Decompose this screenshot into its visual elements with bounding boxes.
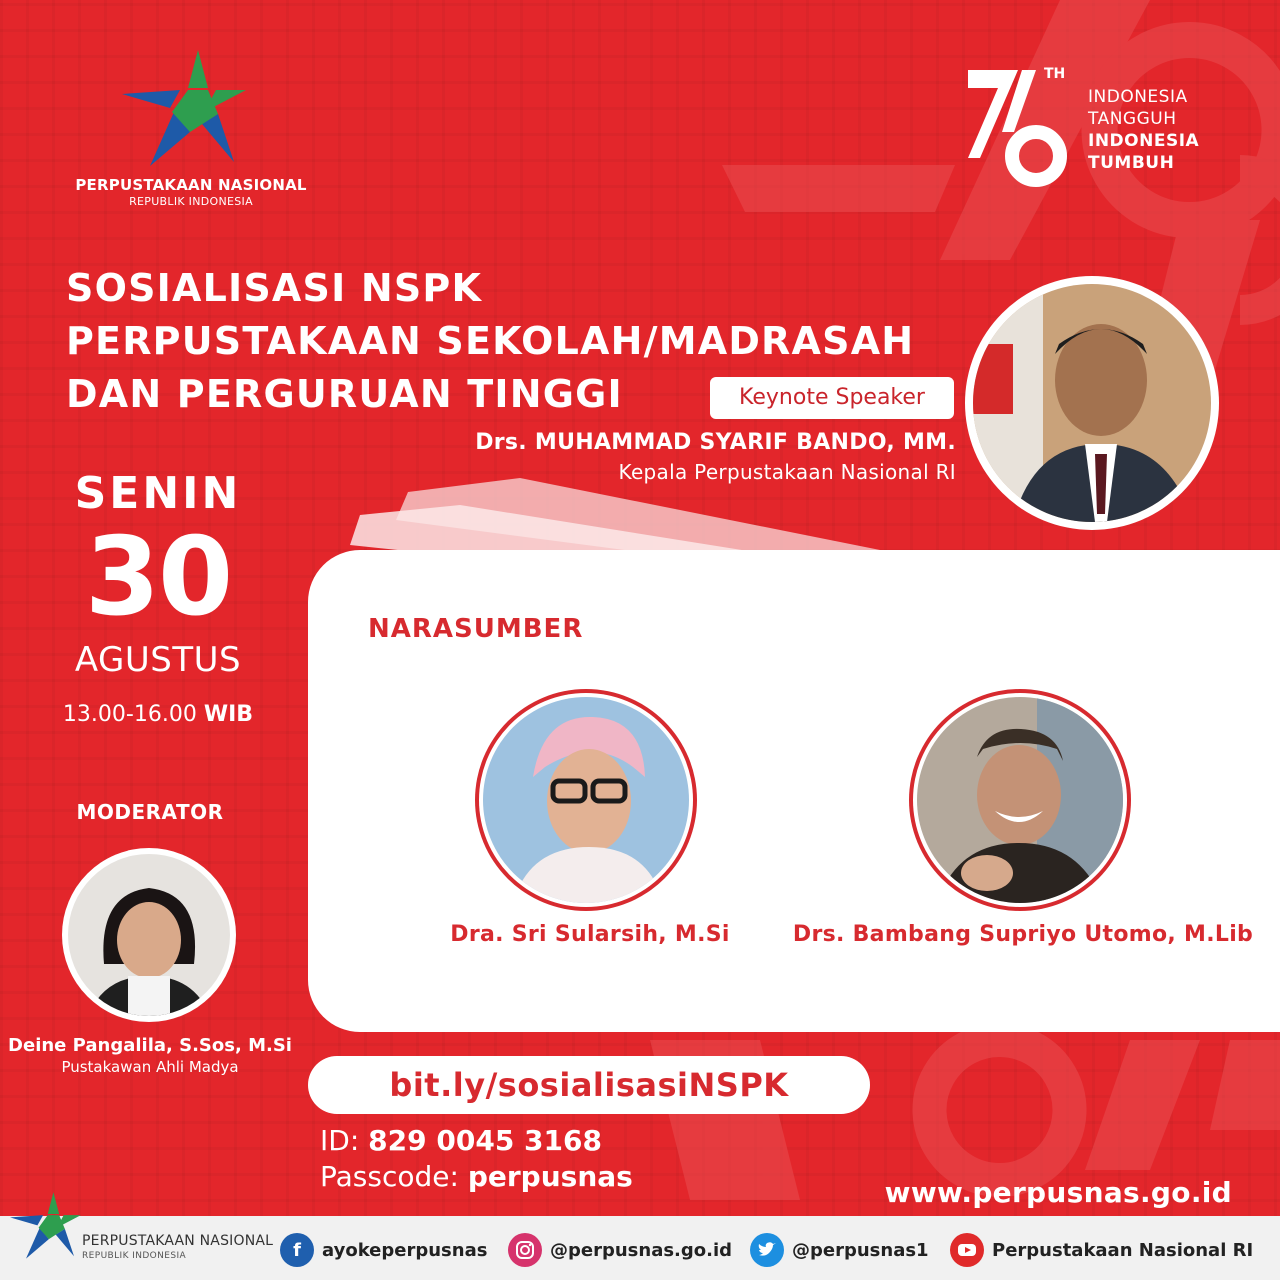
event-time-range: 13.00-16.00 [62,702,197,727]
event-month: AGUSTUS [74,640,242,680]
social-instagram[interactable] [508,1232,732,1268]
twitter-icon [750,1233,784,1267]
speaker-1-photo [475,689,697,911]
moderator-name: Deine Pangalila, S.Sos, M.Si [8,1035,292,1056]
event-title-line-1: SOSIALISASI NSPK [66,266,483,310]
meeting-passcode [320,1160,633,1193]
instagram-icon [508,1233,542,1267]
registration-link[interactable]: bit.ly/sosialisasiNSPK [308,1056,870,1114]
facebook-handle: ayokeperpusnas [322,1239,488,1261]
passcode-value: perpusnas [467,1160,633,1193]
website-link[interactable]: www.perpusnas.go.id [884,1176,1232,1209]
logo-org-name: PERPUSTAKAAN NASIONAL [75,176,307,194]
keynote-photo [965,276,1219,530]
event-title-line-2: PERPUSTAKAAN SEKOLAH/MADRASAH [66,319,915,363]
footer-star-logo-icon [10,1186,90,1266]
moderator-label: MODERATOR [76,800,224,824]
anniversary-tagline-4: TUMBUH [1088,153,1175,173]
social-youtube[interactable] [950,1232,1253,1268]
meeting-id [320,1124,602,1157]
twitter-handle: @perpusnas1 [792,1239,929,1261]
moderator-role: Pustakawan Ahli Madya [61,1058,239,1076]
event-timezone: WIB [203,702,254,727]
speaker-2-name: Drs. Bambang Supriyo Utomo, M.Lib [792,922,1254,947]
narasumber-label: NARASUMBER [368,614,584,644]
speaker-1-portrait-image [483,697,689,903]
moderator-portrait-image [68,854,230,1016]
instagram-glyph-icon [515,1240,535,1260]
moderator-photo [62,848,236,1022]
anniversary-tagline-2: TANGGUH [1088,109,1177,129]
facebook-icon: f [280,1233,314,1267]
speaker-1-name: Dra. Sri Sularsih, M.Si [450,922,730,947]
youtube-play-icon [957,1242,977,1258]
star-logo-icon [122,50,262,168]
footer-org-name: PERPUSTAKAAN NASIONAL [82,1233,274,1249]
anniversary-logo [966,62,1236,192]
footer-org-sub: REPUBLIK INDONESIA [82,1251,187,1261]
event-day: SENIN [74,468,242,519]
passcode-label: Passcode: [320,1160,459,1193]
perpusnas-logo [66,50,316,210]
anniversary-tagline-3: INDONESIA [1088,131,1200,151]
event-time [40,702,276,727]
social-twitter[interactable] [750,1232,929,1268]
event-title-line-3: DAN PERGURUAN TINGGI [66,372,623,416]
anniversary-tagline-1: INDONESIA [1088,87,1188,107]
event-date: 30 [84,515,232,640]
keynote-portrait-image [973,284,1211,522]
instagram-handle: @perpusnas.go.id [550,1239,733,1261]
speaker-2-photo [909,689,1131,911]
twitter-bird-icon [757,1241,777,1259]
social-facebook[interactable] [280,1232,487,1268]
keynote-name: Drs. MUHAMMAD SYARIF BANDO, MM. [475,430,956,455]
meeting-id-value: 829 0045 3168 [368,1124,602,1157]
youtube-icon [950,1233,984,1267]
speaker-2-portrait-image [917,697,1123,903]
keynote-badge: Keynote Speaker [710,377,954,419]
anniversary-suffix: TH [1044,66,1066,82]
keynote-role: Kepala Perpustakaan Nasional RI [618,460,956,484]
logo-org-sub: REPUBLIK INDONESIA [129,195,253,208]
youtube-handle: Perpustakaan Nasional RI [992,1239,1254,1261]
meeting-id-label: ID: [320,1124,360,1157]
